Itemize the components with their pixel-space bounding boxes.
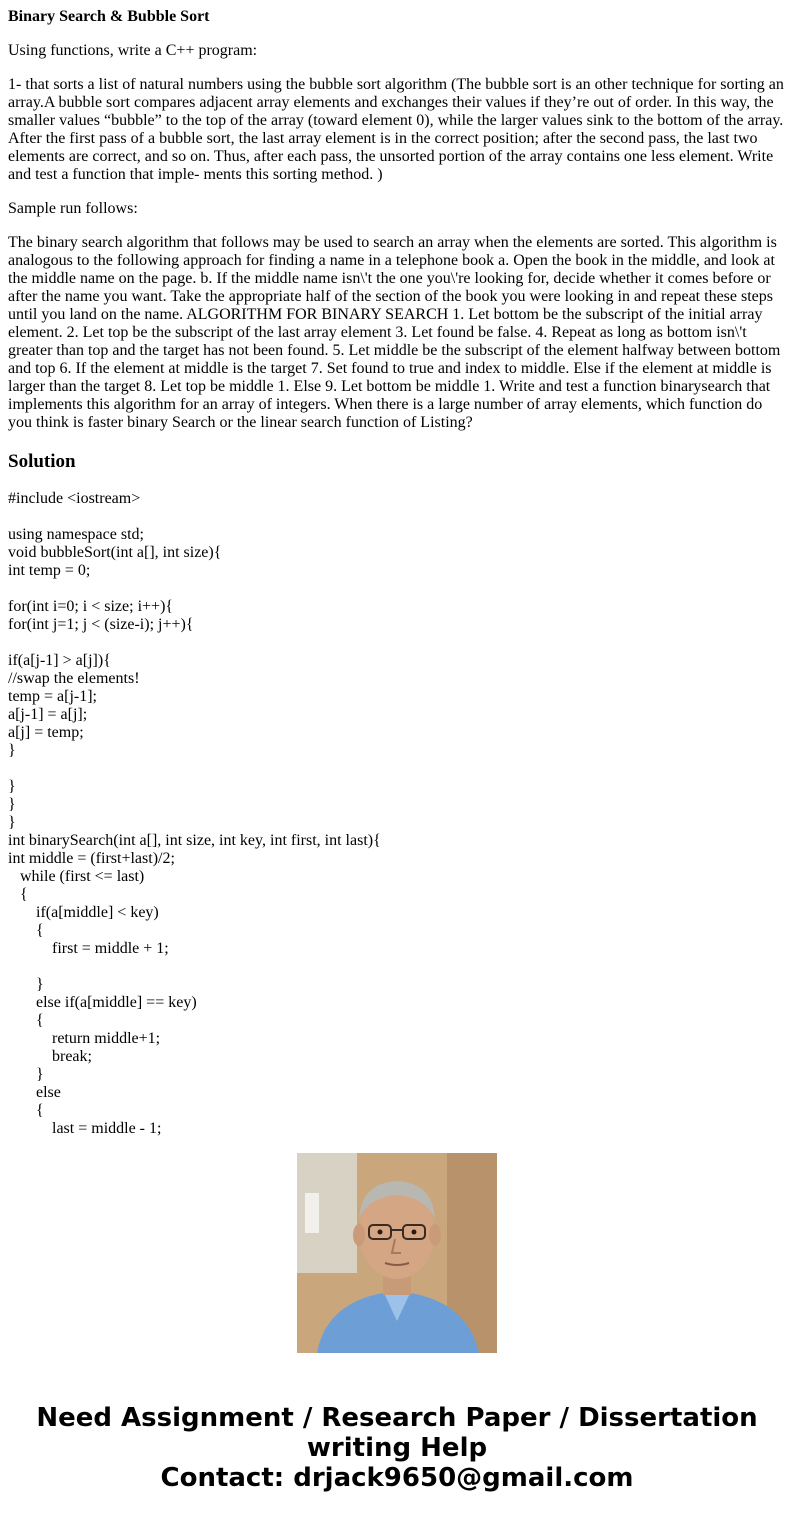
promo-contact[interactable]: Contact: drjack9650@gmail.com [160, 1463, 634, 1493]
sample-run-text: Sample run follows: [8, 200, 138, 217]
document-body [8, 8, 786, 490]
binary-search-paragraph: The binary search algorithm that follows may be used to search an array when the elements are sorted. This algorithm is analogous to the following approach for finding a name in a telephone book a. Open the book in the middle, and look at the middle name on the page. b. If the middle name isn\'t the one you\'re looking for, decide whether it comes before or after the name you want. Take the appropriate half of the section of the book you were looking in and repeat these steps until you land on the name. ALGORITHM FOR BINARY SEARCH 1. Let bottom be the subscript of the initial array element. 2. Let top be the subscript of the last array element 3. Let found be false. 4. Repeat as long as bottom isn\'t greater than top and the target has not been found. 5. Let middle be the subscript of the element halfway between bottom and top 6. If the element at middle is the target 7. Set found to true and index to middle. Else if the element at middle is larger than the target 8. Let top be middle 1. Else 9. Let bottom be middle 1. Write and test a function binarysearch that implements this algorithm for an array of integers. When there is a large number of array elements, which function do you think is faster binary Search or the linear search function of Listing? [8, 234, 781, 431]
bubble-sort-paragraph: 1- that sorts a list of natural numbers using the bubble sort algorithm (The bubble sort is an other technique for sorting an array.A bubble sort compares adjacent array elements and exchanges their values if they’re out of order. In this way, the smaller values “bubble” to the top of the array (toward element 0), while the larger values sink to the bottom of the array. After the first pass of a bubble sort, the last array element is in the correct position; after the second pass, the last two elements are correct, and so on. Thus, after each pass, the unsorted portion of the array contains one less element. Write and test a function that imple- ments this sorting method. ) [8, 76, 784, 183]
solution-heading: Solution [8, 451, 76, 472]
solution-code: #include <iostream> using namespace std; void bubbleSort(int a[], int size){ int temp = 0; for(int i=0; i < size; i++){ for(int j=1; j < (size-i); j++){ if(a[j-1] > a[j]){ //swap the elements! temp = a[j-1]; a[j-1] = a[j]; a[j] = temp; } } } } int binarySearch(int a[], int size, int key, int first, int last){ int middle = (first+last)/2; while (first <= last) { if(a[middle] < key) { first = middle + 1; } else if(a[middle] == key) { return middle+1; break; } else { last = middle - 1; [8, 490, 381, 1137]
promo-line-2: writing Help [306, 1433, 488, 1463]
person-portrait-icon [297, 1153, 497, 1353]
page-title: Binary Search & Bubble Sort [8, 8, 210, 25]
intro-text: Using functions, write a C++ program: [8, 42, 258, 59]
solution-code-block [8, 490, 786, 1137]
promo-line-1: Need Assignment / Research Paper / Dissertation [36, 1403, 758, 1433]
promo-banner [0, 1403, 794, 1493]
